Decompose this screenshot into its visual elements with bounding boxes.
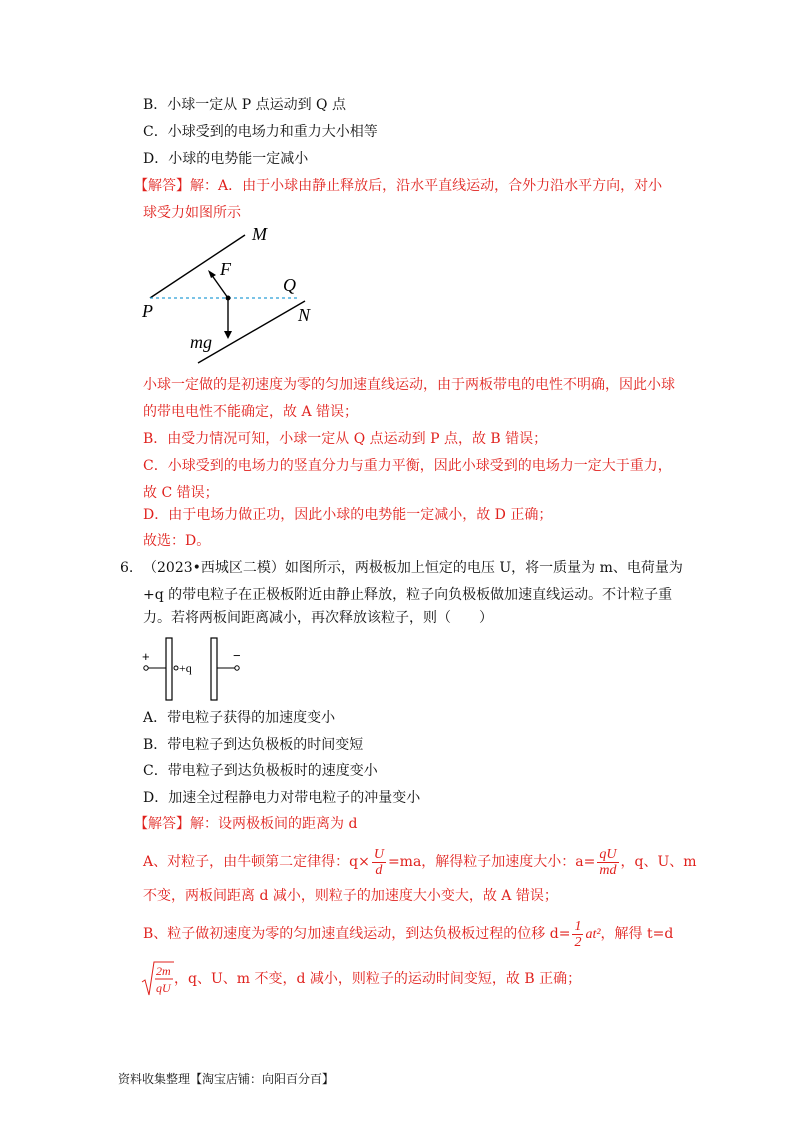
sqrt-2m-over-qu [140,960,174,998]
svg-text:2m: 2m [156,964,171,978]
q6-option-c: C．带电粒子到达负极板时的速度变小 [143,763,378,779]
q6-answer-b-line1: B、粒子做初速度为零的匀加速直线运动，到达负极板过程的位移 d= $\frac{1}{2}$ at²，解得 t=d [143,918,674,950]
plus-sign: + [142,649,150,664]
q5-explain-c1: C．小球受到的电场力的竖直分力与重力平衡，因此小球受到的电场力一定大于重力， [143,458,672,474]
q6-option-b: B．带电粒子到达负极板的时间变短 [143,737,364,753]
fraction-u-over-d: $\frac{U}{d}$ [373,846,384,878]
q5-explain-1: 小球一定做的是初速度为零的匀加速直线运动，由于两板带电的电性不明确，因此小球 [143,377,675,393]
label-mg: mg [190,332,212,352]
option-b-q5: B．小球一定从 P 点运动到 Q 点 [143,97,346,113]
q6-answer-a-line2: 不变，两板间距离 d 减小，则粒子的加速度大小变大，故 A 错误； [143,888,558,904]
q6-answer-b-line2: 2m qU ，q、U、m 不变，d 减小，则粒子的运动时间变短，故 B 正确； [140,960,581,998]
q6-stem-1: （2023•西城区二模）如图所示，两极板加上恒定的电压 U，将一质量为 m、电荷量为 [143,560,683,576]
label-q: Q [283,275,296,295]
charge-label: +q [179,661,192,675]
option-d-q5: D．小球的电势能一定减小 [143,151,309,167]
q5-explain-b: B．由受力情况可知，小球一定从 Q 点运动到 P 点，故 B 错误； [143,431,548,447]
q6-option-d: D．加速全过程静电力对带电粒子的冲量变小 [143,790,421,806]
option-c-q5: C．小球受到的电场力和重力大小相等 [143,124,378,140]
q6-answer-intro: 【解答】解：设两极板间的距离为 d [134,816,358,832]
q5-explain-c2: 故 C 错误； [143,485,219,501]
label-f: F [220,259,231,279]
q6-number: 6. [120,560,134,576]
label-p: P [142,301,153,321]
fraction-qu-over-md: $\frac{qU}{md}$ [599,846,617,878]
minus-sign: − [233,648,241,663]
q6-option-a: A．带电粒子获得的加速度变小 [143,710,336,726]
q6-answer-a-line1: A、对粒子，由牛顿第二定律得：q× $\frac{U}{d}$ =ma，解得粒子加速度大小：a= $\frac{qU}{md}$ ，q、U、m [143,846,697,878]
q5-answer-line1: 【解答】解：A．由于小球由静止释放后，沿水平直线运动，合外力沿水平方向，对小 [134,178,663,194]
q5-explain-2: 的带电电性不能确定，故 A 错误； [143,404,359,420]
svg-text:qU: qU [156,981,171,995]
q5-conclusion: 故选：D。 [143,533,211,549]
q6-stem-2: +q 的带电粒子在正极板附近由静止释放，粒子向负极板做加速直线运动。不计粒子重 [143,587,673,603]
label-m: M [252,225,267,244]
q5-answer-line2: 球受力如图所示 [143,205,241,221]
force-diagram [140,225,330,370]
q5-explain-d: D．由于电场力做正功，因此小球的电势能一定减小，故 D 正确； [143,507,553,523]
footer-source: 资料收集整理【淘宝店铺：向阳百分百】 [118,1072,335,1086]
answer-tag: 【解答】 [134,178,190,194]
fraction-one-half: $\frac{1}{2}$ [574,918,582,950]
answer-tag: 【解答】 [134,816,190,832]
plates-diagram [138,636,248,702]
label-n: N [298,305,311,325]
q6-stem-3: 力。若将两板间距离减小，再次释放该粒子，则（ ） [143,610,493,626]
